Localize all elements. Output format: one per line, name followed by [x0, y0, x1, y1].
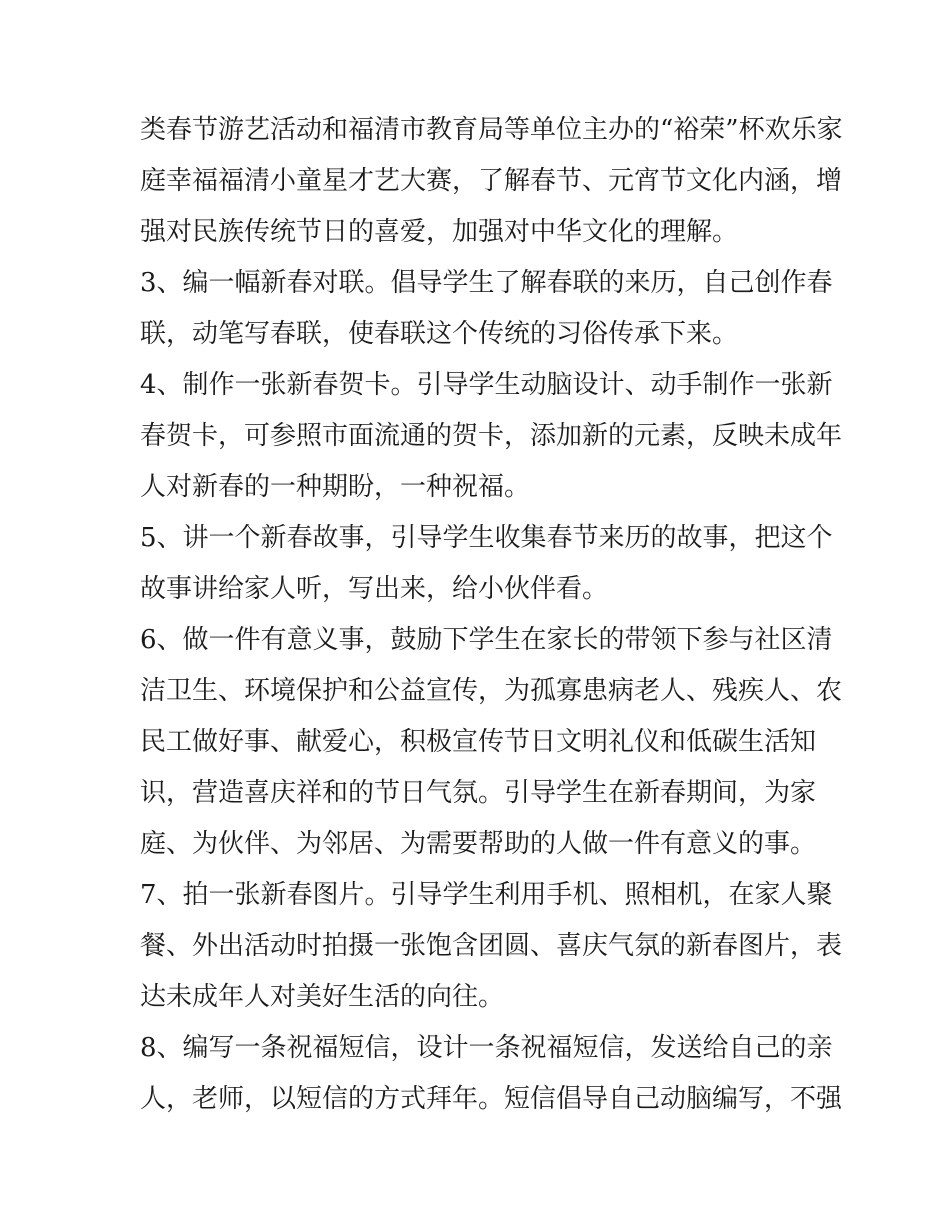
text-line: 强对民族传统节日的喜爱，加强对中华文化的理解。: [140, 217, 739, 247]
text-line: 餐、外出活动时拍摄一张饱含团圆、喜庆气氛的新春图片，表: [140, 931, 843, 961]
text-line: 7、拍一张新春图片。引导学生利用手机、照相机，在家人聚: [140, 880, 833, 910]
text-line: 识，营造喜庆祥和的节日气氛。引导学生在新春期间，为家: [140, 778, 817, 808]
text-line: 3、编一幅新春对联。倡导学生了解春联的来历，自己创作春: [140, 268, 833, 298]
text-line: 8、编写一条祝福短信，设计一条祝福短信，发送给自己的亲: [140, 1033, 833, 1063]
text-line: 达未成年人对美好生活的向往。: [140, 982, 505, 1012]
text-line: 人对新春的一种期盼，一种祝福。: [140, 472, 531, 502]
text-line: 人，老师，以短信的方式拜年。短信倡导自己动脑编写，不强: [140, 1084, 843, 1114]
text-line: 庭、为伙伴、为邻居、为需要帮助的人做一件有意义的事。: [140, 829, 817, 859]
text-line: 庭幸福福清小童星才艺大赛，了解春节、元宵节文化内涵，增: [140, 166, 843, 196]
text-line: 4、制作一张新春贺卡。引导学生动脑设计、动手制作一张新: [140, 370, 833, 400]
text-line: 联，动笔写春联，使春联这个传统的习俗传承下来。: [140, 319, 739, 349]
text-line: 春贺卡，可参照市面流通的贺卡，添加新的元素，反映未成年: [140, 421, 843, 451]
text-line: 类春节游艺活动和福清市教育局等单位主办的“裕荣”杯欢乐家: [140, 115, 843, 145]
text-line: 6、做一件有意义事，鼓励下学生在家长的带领下参与社区清: [140, 625, 833, 655]
text-line: 故事讲给家人听，写出来，给小伙伴看。: [140, 574, 609, 604]
text-line: 民工做好事、献爱心，积极宣传节日文明礼仪和低碳生活知: [140, 727, 817, 757]
document-body: [140, 105, 843, 1125]
text-line: 5、讲一个新春故事，引导学生收集春节来历的故事，把这个: [140, 523, 833, 553]
text-line: 洁卫生、环境保护和公益宣传，为孤寡患病老人、残疾人、农: [140, 676, 843, 706]
